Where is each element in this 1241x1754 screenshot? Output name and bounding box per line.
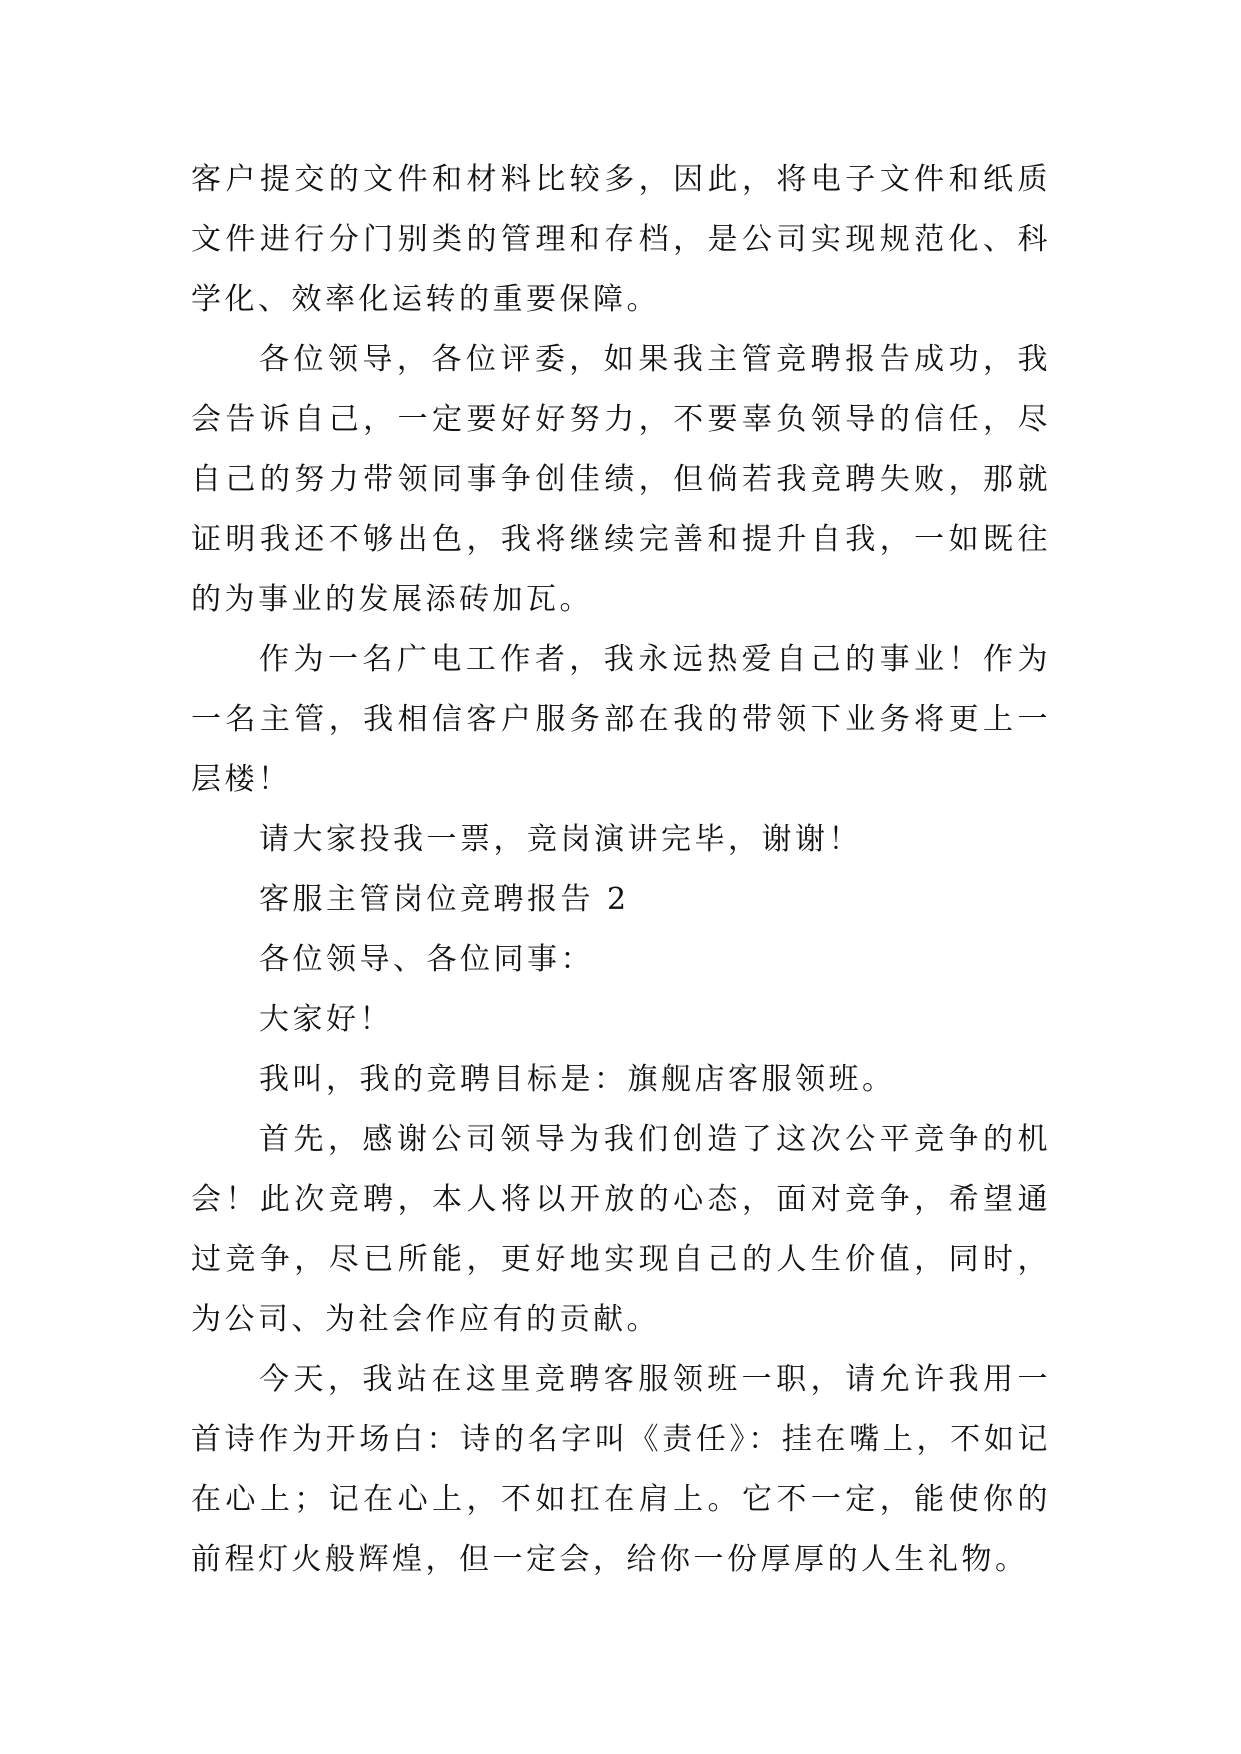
paragraph-thanks: 首先，感谢公司领导为我们创造了这次公平竞争的机会！此次竞聘，本人将以开放的心态，面对竞争，希望通过竞争，尽已所能，更好地实现自己的人生价值，同时，为公司、为社会作应有的贡献。 bbox=[191, 1122, 1051, 1337]
document-body bbox=[191, 150, 1051, 1590]
paragraph-career-love: 作为一名广电工作者，我永远热爱自己的事业！作为一名主管，我相信客户服务部在我的带领下业务将更上一层楼！ bbox=[191, 642, 1051, 797]
greeting: 大家好！ bbox=[259, 1002, 393, 1037]
salutation: 各位领导、各位同事： bbox=[259, 942, 594, 977]
paragraph-poem-responsibility: 今天，我站在这里竞聘客服领班一职，请允许我用一首诗作为开场白：诗的名字叫《责任》：挂在嘴上，不如记在心上；记在心上，不如扛在肩上。它不一定，能使你的前程灯火般辉煌，但一定会，给你一份厚厚的人生礼物。 bbox=[191, 1362, 1051, 1577]
paragraph-target-position: 我叫，我的竞聘目标是：旗舰店客服领班。 bbox=[259, 1062, 896, 1097]
section-heading-report-2: 客服主管岗位竞聘报告 2 bbox=[259, 882, 630, 917]
paragraph-vote-request: 请大家投我一票，竞岗演讲完毕，谢谢！ bbox=[259, 822, 862, 857]
paragraph-file-management: 客户提交的文件和材料比较多，因此，将电子文件和纸质文件进行分门别类的管理和存档，是公司实现规范化、科学化、效率化运转的重要保障。 bbox=[191, 162, 1051, 317]
paragraph-commitment: 各位领导，各位评委，如果我主管竞聘报告成功，我会告诉自己，一定要好好努力，不要辜负领导的信任，尽自己的努力带领同事争创佳绩，但倘若我竞聘失败，那就证明我还不够出色，我将继续完善和提升自我，一如既往的为事业的发展添砖加瓦。 bbox=[191, 342, 1051, 617]
